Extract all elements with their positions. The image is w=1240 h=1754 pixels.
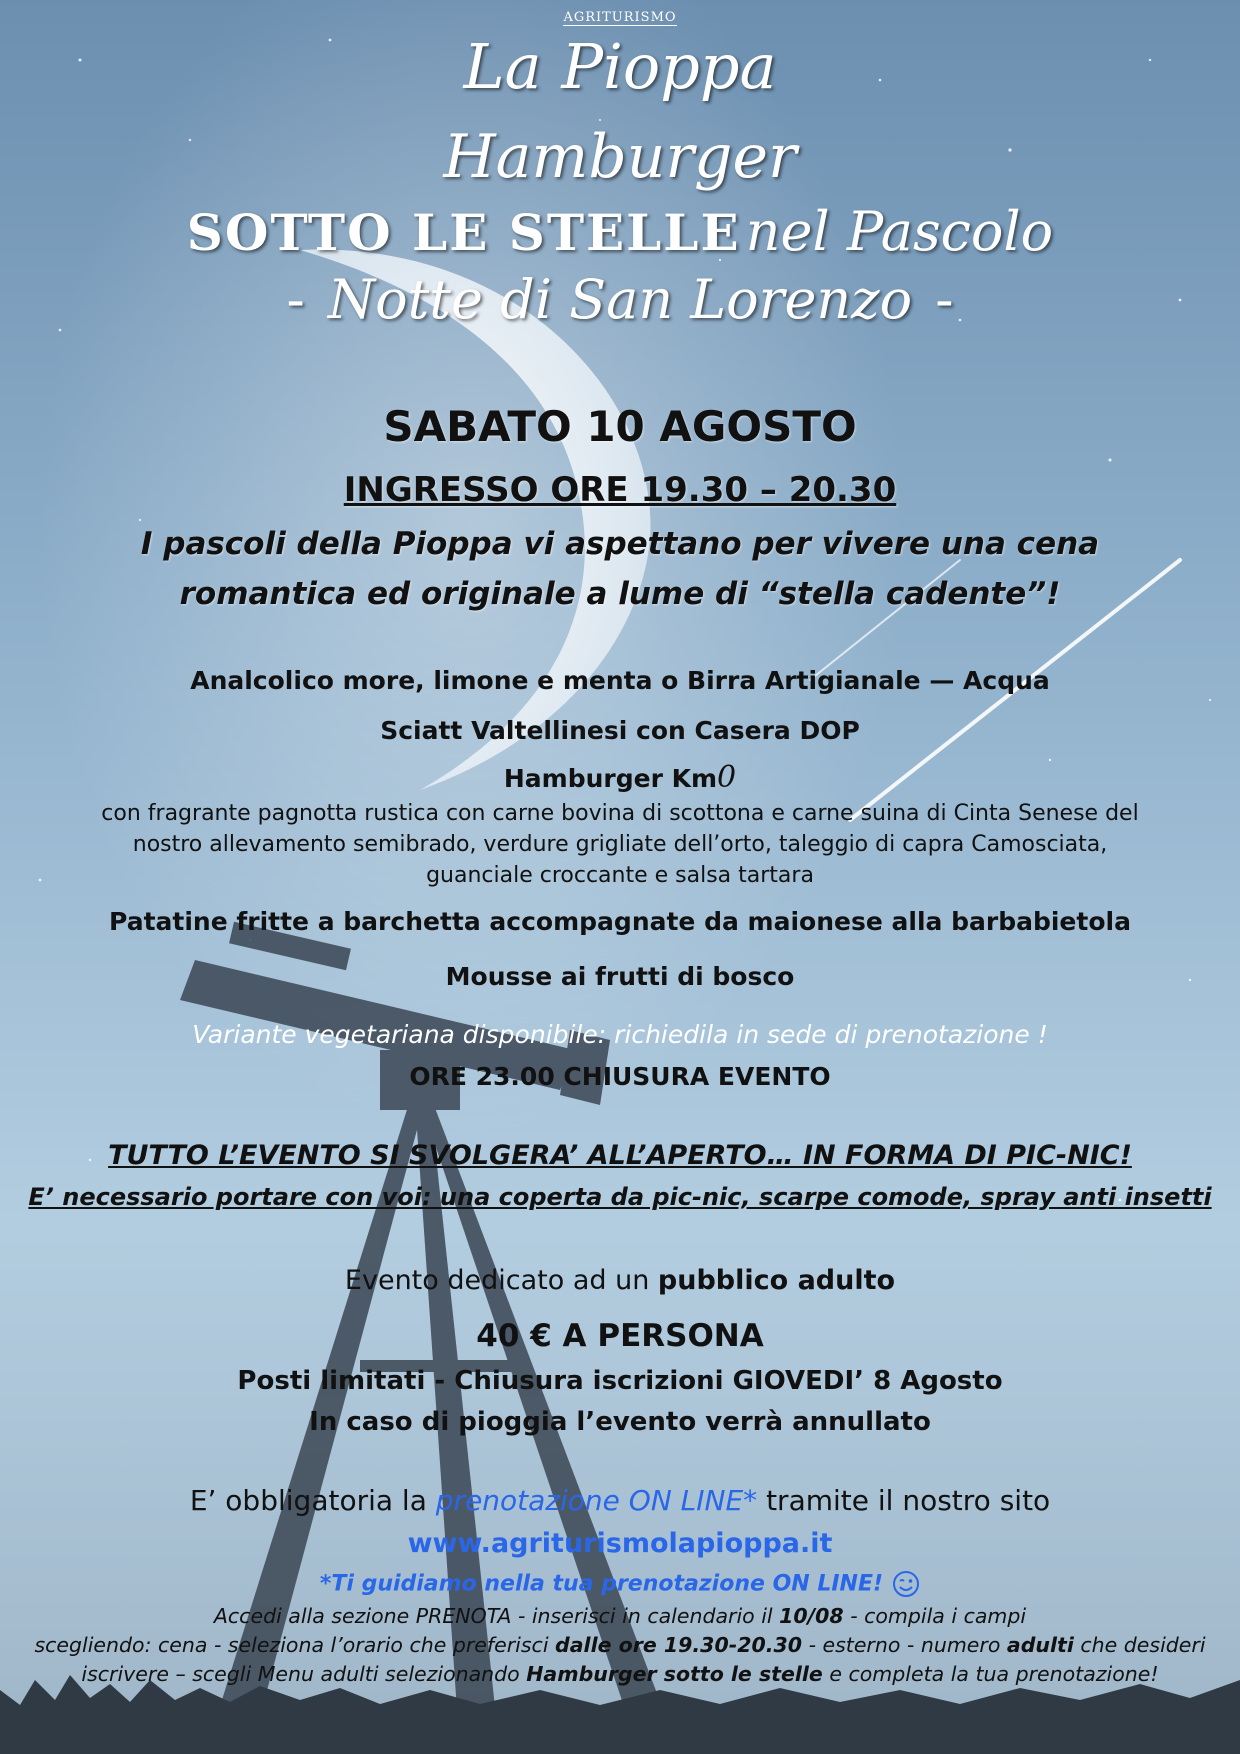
veg-note: Variante vegetariana disponibile: richiedila in sede di prenotazione ! bbox=[192, 1020, 1048, 1049]
outdoor-line-2: E’ necessario portare con voi: una coperta da pic-nic, scarpe comode, spray anti insetti bbox=[28, 1183, 1212, 1211]
booking-link[interactable]: prenotazione ON LINE* bbox=[435, 1484, 758, 1517]
event-entry: INGRESSO ORE 19.30 – 20.30 bbox=[343, 470, 897, 510]
subtitle-text: Notte di San Lorenzo bbox=[327, 268, 913, 331]
price: 40 € A PERSONA bbox=[476, 1318, 764, 1354]
menu-side: Patatine fritte a barchetta accompagnate da maionese alla barbabietola bbox=[109, 907, 1131, 936]
subtitle: - Notte di San Lorenzo - bbox=[286, 268, 954, 331]
title-caps: SOTTO LE STELLE bbox=[186, 203, 741, 262]
menu-drinks: Analcolico more, limone e menta o Birra Artigianale — Acqua bbox=[190, 666, 1050, 695]
instructions-2: scegliendo: cena - seleziona l’orario che preferisci dalle ore 19.30-20.30 - esterno - numero adulti che desideri bbox=[34, 1633, 1206, 1657]
website-link[interactable]: www.agriturismolapioppa.it bbox=[407, 1528, 833, 1559]
kicker: AGRITURISMO bbox=[563, 10, 677, 25]
closing-time: ORE 23.00 CHIUSURA EVENTO bbox=[409, 1062, 831, 1091]
title-script: nel Pascolo bbox=[745, 200, 1054, 263]
instructions-3: iscrivere – scegli Menu adulti selezionando Hamburger sotto le stelle e completa la tua prenotazione! bbox=[81, 1662, 1159, 1686]
intro-line-2: romantica ed originale a lume di “stella cadente”! bbox=[179, 576, 1061, 612]
event-date: SABATO 10 AGOSTO bbox=[383, 402, 857, 451]
intro-line-1: I pascoli della Pioppa vi aspettano per vivere una cena bbox=[140, 526, 1100, 562]
outdoor-line-1: TUTTO L’EVENTO SI SVOLGERA’ ALL’APERTO… IN FORMA DI PIC-NIC! bbox=[108, 1140, 1132, 1171]
menu-main-title: Hamburger Km0 bbox=[503, 760, 737, 795]
title-sotto-le-stelle bbox=[0, 200, 1240, 263]
menu-main-desc-3: guanciale croccante e salsa tartara bbox=[426, 863, 814, 888]
menu-starter: Sciatt Valtellinesi con Casera DOP bbox=[380, 716, 860, 745]
rain-notice: In caso di pioggia l’evento verrà annullato bbox=[309, 1407, 931, 1437]
menu-main-desc-2: nostro allevamento semibrado, verdure grigliate dell’orto, taleggio di capra Camosciata, bbox=[132, 832, 1108, 857]
title-hamburger: Hamburger bbox=[443, 122, 797, 192]
wink-emoji-icon bbox=[892, 1570, 920, 1602]
menu-dessert: Mousse ai frutti di bosco bbox=[445, 962, 795, 991]
booking-guide: *Ti guidiamo nella tua prenotazione ON LINE! bbox=[0, 1570, 1240, 1602]
audience: Evento dedicato ad un pubblico adulto bbox=[344, 1265, 896, 1296]
brand-logo: La Pioppa bbox=[463, 30, 777, 103]
instructions-1: Accedi alla sezione PRENOTA - inserisci in calendario il 10/08 - compila i campi bbox=[213, 1604, 1027, 1628]
booking-line: E’ obbligatoria la prenotazione ON LINE* tramite il nostro sito bbox=[189, 1484, 1051, 1517]
menu-main-desc-1: con fragrante pagnotta rustica con carne bovina di scottona e carne suina di Cinta Senese del bbox=[101, 801, 1139, 826]
limits: Posti limitati - Chiusura iscrizioni GIOVEDI’ 8 Agosto bbox=[237, 1366, 1003, 1396]
